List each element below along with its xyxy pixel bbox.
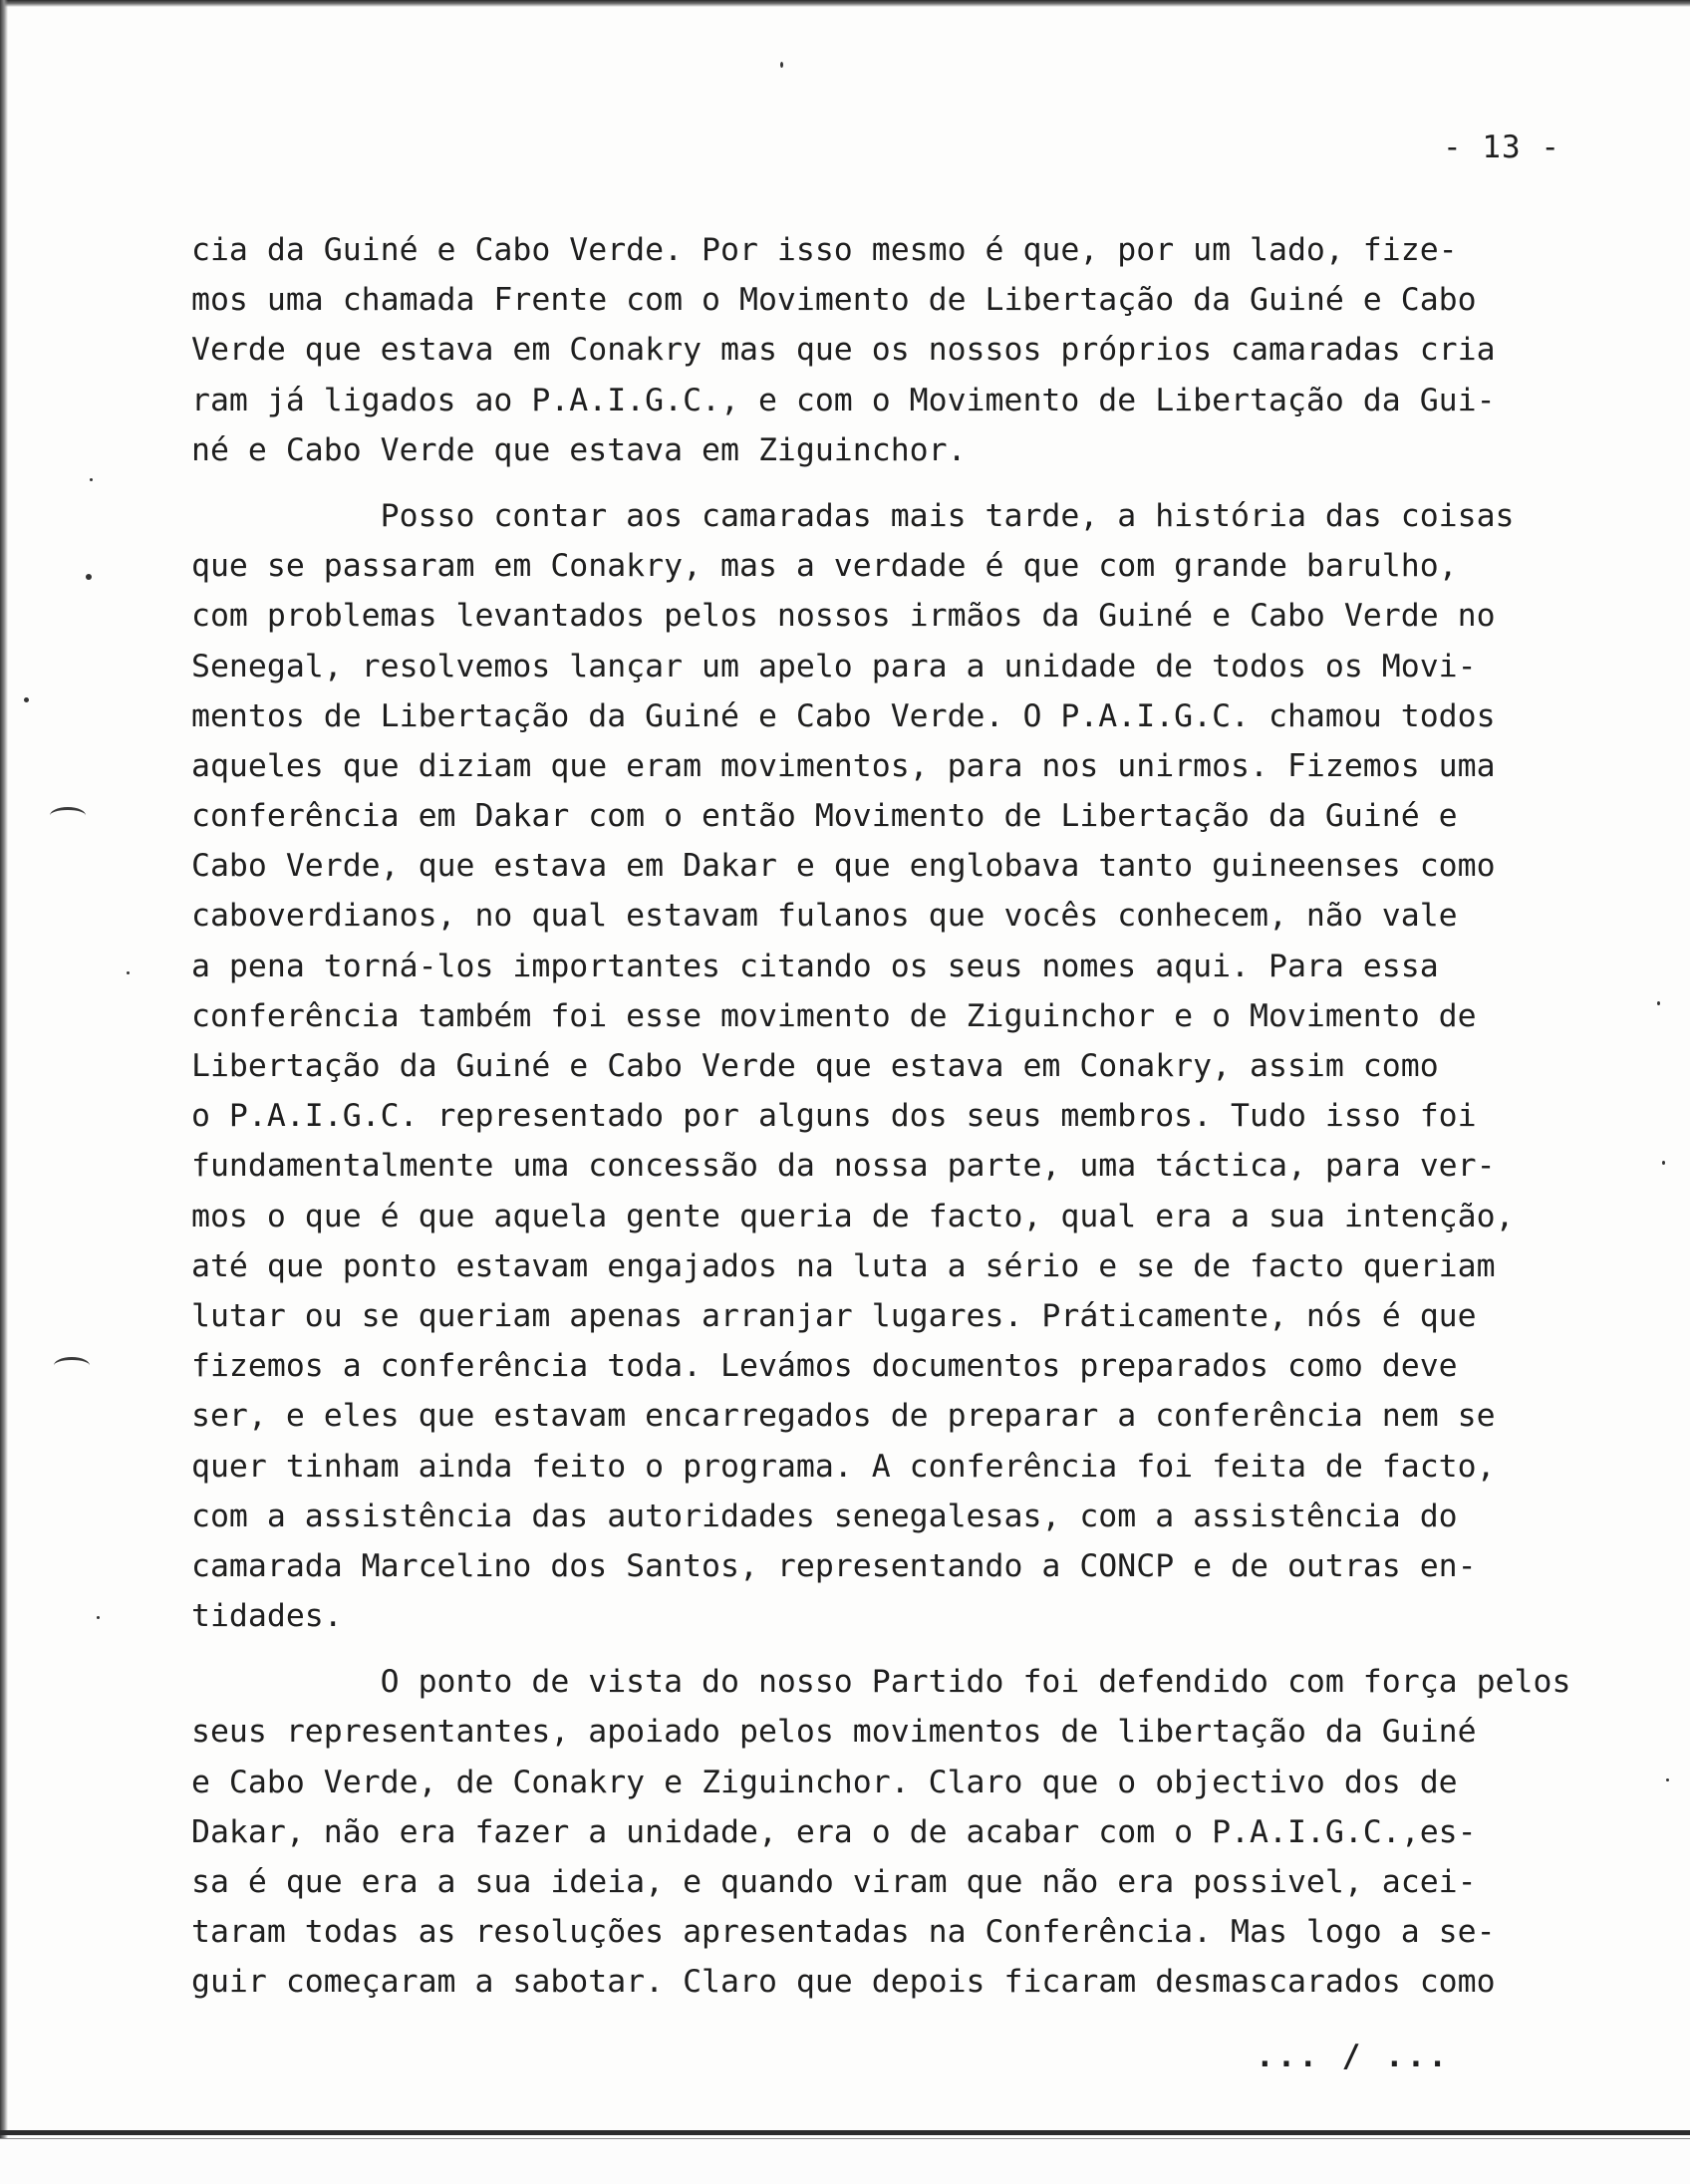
paragraph	[191, 491, 1606, 1641]
text-line: Libertação da Guiné e Cabo Verde que estava em Conakry, assim como	[191, 1048, 1439, 1084]
text-line: fundamentalmente uma concessão da nossa parte, uma táctica, para ver-	[191, 1148, 1496, 1185]
text-line: Verde que estava em Conakry mas que os nossos próprios camaradas cria	[191, 332, 1496, 369]
scan-speck	[127, 971, 130, 974]
scan-edge-top	[0, 0, 1690, 7]
scan-speck	[24, 697, 29, 702]
text-line: seus representantes, apoiado pelos movimentos de libertação da Guiné	[191, 1714, 1477, 1751]
text-line: O ponto de vista do nosso Partido foi defendido com força pelos	[191, 1664, 1571, 1701]
text-line: Senegal, resolvemos lançar um apelo para a unidade de todos os Movi-	[191, 648, 1477, 684]
body-text	[191, 225, 1606, 2008]
scan-speck	[86, 574, 92, 580]
text-line: mos o que é que aquela gente queria de facto, qual era a sua intenção,	[191, 1198, 1515, 1234]
text-line: até que ponto estavam engajados na luta a sério e se de facto queriam	[191, 1247, 1496, 1284]
text-line: caboverdianos, no qual estavam fulanos que vocês conhecem, não vale	[191, 898, 1458, 935]
text-line: conferência também foi esse movimento de Ziguinchor e o Movimento de	[191, 997, 1477, 1034]
text-line: sa é que era a sua ideia, e quando viram que não era possivel, acei-	[191, 1864, 1477, 1900]
text-line: né e Cabo Verde que estava em Ziguinchor.	[191, 431, 967, 468]
scan-mark	[54, 1357, 90, 1374]
text-line: ram já ligados ao P.A.I.G.C., e com o Movimento de Libertação da Gui-	[191, 382, 1496, 418]
text-line: com problemas levantados pelos nossos irmãos da Guiné e Cabo Verde no	[191, 598, 1496, 635]
scan-margin-bottom	[0, 2139, 1690, 2184]
scan-edge-left	[0, 0, 8, 2184]
text-line: lutar ou se queriam apenas arranjar lugares. Práticamente, nós é que	[191, 1297, 1477, 1334]
text-line: quer tinham ainda feito o programa. A conferência foi feita de facto,	[191, 1448, 1496, 1485]
paragraph-gap	[191, 475, 1606, 491]
scan-speck	[780, 62, 783, 68]
paragraph	[191, 225, 1606, 475]
text-line: a pena torná-los importantes citando os seus nomes aqui. Para essa	[191, 948, 1439, 984]
scan-speck	[1662, 1161, 1665, 1165]
text-line: ser, e eles que estavam encarregados de preparar a conferência nem se	[191, 1398, 1496, 1435]
scan-edge-bottom	[0, 2130, 1690, 2135]
scan-speck	[97, 1616, 100, 1619]
text-line: Posso contar aos camaradas mais tarde, a história das coisas	[191, 497, 1515, 534]
text-line: aqueles que diziam que eram movimentos, para nos unirmos. Fizemos uma	[191, 747, 1496, 784]
text-line: que se passaram em Conakry, mas a verdade é que com grande barulho,	[191, 548, 1458, 585]
paragraph	[191, 1657, 1606, 2007]
text-line: e Cabo Verde, de Conakry e Ziguinchor. Claro que o objectivo dos de	[191, 1764, 1458, 1800]
text-line: cia da Guiné e Cabo Verde. Por isso mesmo é que, por um lado, fize-	[191, 232, 1458, 268]
text-line: com a assistência das autoridades senegalesas, com a assistência do	[191, 1498, 1458, 1534]
text-line: conferência em Dakar com o então Movimento de Libertação da Guiné e	[191, 798, 1458, 835]
text-line: taram todas as resoluções apresentadas na Conferência. Mas logo a se-	[191, 1914, 1496, 1951]
scan-speck	[90, 478, 93, 481]
scan-speck	[1666, 1778, 1669, 1781]
text-line: tidades.	[191, 1598, 343, 1635]
scan-speck	[1657, 1001, 1660, 1005]
text-line: o P.A.I.G.C. representado por alguns dos seus membros. Tudo isso foi	[191, 1098, 1477, 1135]
text-line: guir começaram a sabotar. Claro que depois ficaram desmascarados como	[191, 1964, 1496, 2001]
continuation-mark: ... / ...	[1256, 2039, 1450, 2074]
text-line: mentos de Libertação da Guiné e Cabo Verde. O P.A.I.G.C. chamou todos	[191, 697, 1496, 734]
text-line: mos uma chamada Frente com o Movimento de Libertação da Guiné e Cabo	[191, 282, 1477, 319]
paragraph-gap	[191, 1641, 1606, 1657]
text-line: fizemos a conferência toda. Levámos documentos preparados como deve	[191, 1348, 1458, 1385]
text-line: Cabo Verde, que estava em Dakar e que englobava tanto guineenses como	[191, 848, 1496, 885]
text-line: camarada Marcelino dos Santos, representando a CONCP e de outras en-	[191, 1547, 1477, 1584]
page-number: - 13 -	[1443, 130, 1560, 165]
scan-mark	[50, 807, 86, 824]
text-line: Dakar, não era fazer a unidade, era o de acabar com o P.A.I.G.C.,es-	[191, 1813, 1477, 1850]
